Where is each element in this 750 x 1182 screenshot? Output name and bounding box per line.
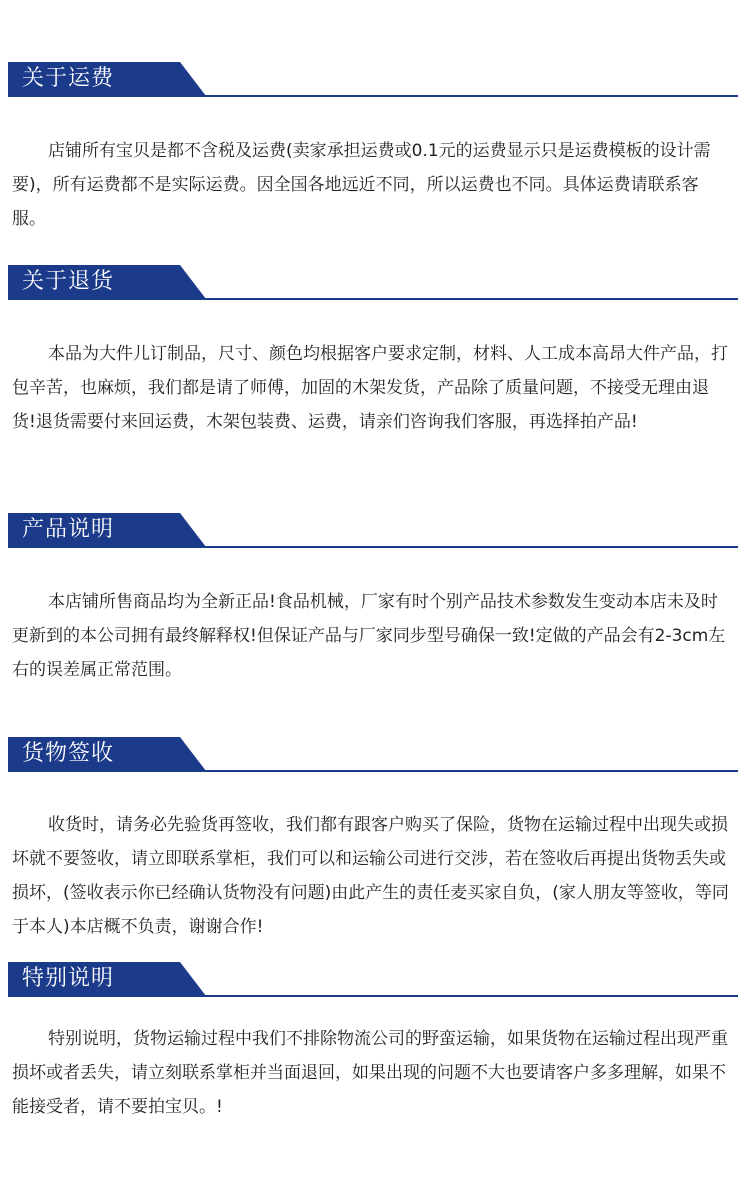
- header-underline: [8, 298, 738, 300]
- section-title: 产品说明: [22, 517, 115, 542]
- section-product-info: [0, 513, 750, 549]
- section-header: [0, 265, 750, 301]
- header-underline: [8, 546, 738, 548]
- header-underline: [8, 770, 738, 772]
- section-returns: [0, 265, 750, 301]
- section-title: 关于退货: [22, 269, 115, 294]
- section-title: 货物签收: [22, 741, 115, 766]
- section-delivery-signoff: [0, 737, 750, 773]
- section-body-text: 本店铺所售商品均为全新正品!食品机械，厂家有时个别产品技术参数发生变动本店未及时更新到的本公司拥有最终解释权!但保证产品与厂家同步型号确保一致!定做的产品会有2-3cm左右的误差属正常范围。: [12, 592, 726, 680]
- section-body-text: 店铺所有宝贝是都不含税及运费(卖家承担运费或0.1元的运费显示只是运费模板的设计需要)，所有运费都不是实际运费。因全国各地远近不同，所以运费也不同。具体运费请联系客服。: [12, 141, 711, 229]
- section-header: [0, 962, 750, 998]
- section-header: [0, 513, 750, 549]
- section-body-text: 收货时，请务必先验货再签收，我们都有跟客户购买了保险，货物在运输过程中出现失或损坏就不要签收，请立即联系掌柜，我们可以和运输公司进行交涉，若在签收后再提出货物丢失或损坏，(签收表示你已经确认货物没有问题)由此产生的责任麦买家自负，(家人朋友等签收，等同于本人)本店概不负责，谢谢合作!: [12, 815, 729, 937]
- section-special-notice: [0, 962, 750, 998]
- header-underline: [8, 95, 738, 97]
- header-underline: [8, 995, 738, 997]
- section-body-text: 本品为大件儿订制品，尺寸、颜色均根据客户要求定制，材料、人工成本高昂大件产品，打包辛苦，也麻烦，我们都是请了师傅，加固的木架发货，产品除了质量问题，不接受无理由退货!退货需要付来回运费，木架包装费、运费，请亲们咨询我们客服，再选择拍产品!: [12, 344, 728, 432]
- section-title: 特别说明: [22, 966, 115, 991]
- section-shipping-fee: [0, 62, 750, 98]
- section-header: [0, 62, 750, 98]
- section-header: [0, 737, 750, 773]
- section-title: 关于运费: [22, 66, 115, 91]
- section-body-text: 特别说明，货物运输过程中我们不排除物流公司的野蛮运输，如果货物在运输过程出现严重损坏或者丢失，请立刻联系掌柜并当面退回，如果出现的问题不大也要请客户多多理解，如果不能接受者，请不要拍宝贝。!: [12, 1029, 728, 1117]
